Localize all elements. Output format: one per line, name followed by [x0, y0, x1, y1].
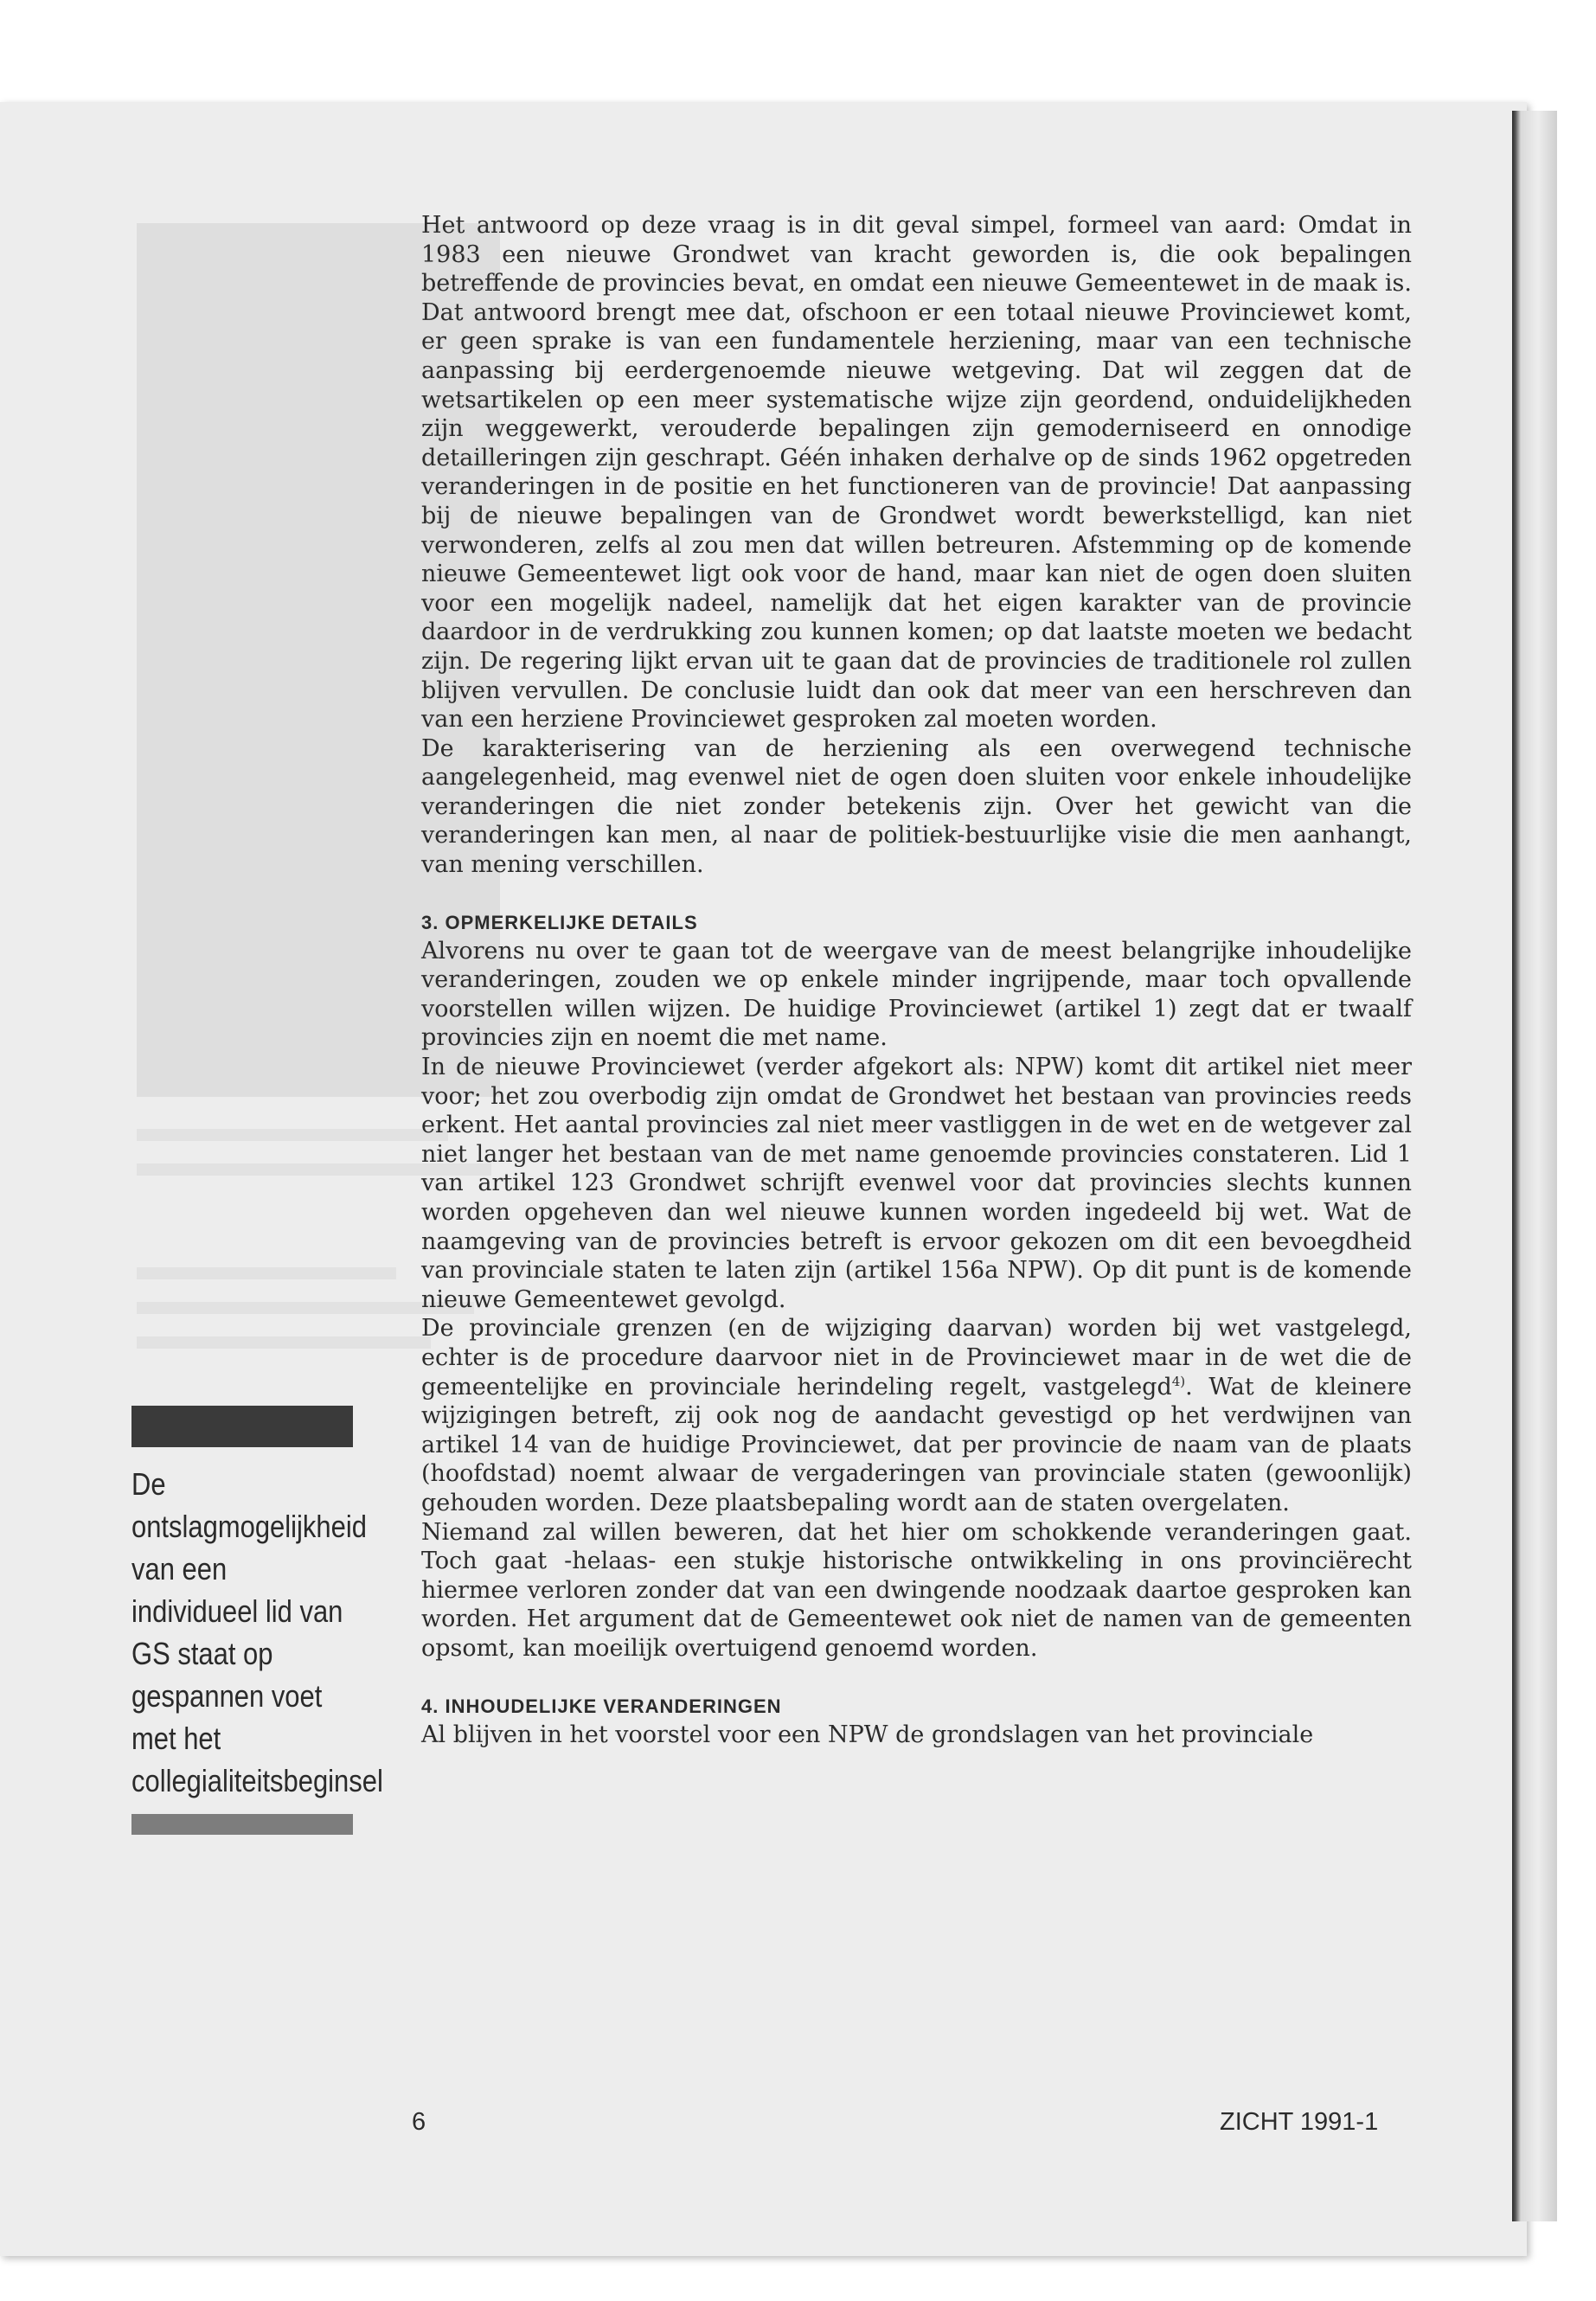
page-number: 6 [412, 2108, 426, 2136]
show-through-text [137, 1267, 396, 1279]
page-edge [1512, 111, 1557, 2221]
paragraph: Het antwoord op deze vraag is in dit geval simpel, formeel van aard: Omdat in 1983 een nieuwe Grondwet van kracht geworden is, die ook bepalingen betreffende de provincies bevat, en omdat een nieuwe Gemeentewet in de maak is. Dat antwoord brengt mee dat, ofschoon er een totaal nieuwe Provinciewet komt, er geen sprake is van een fundamentele herziening, maar van een technische aanpassing bij eerdergenoemde nieuwe wetgeving. Dat wil zeggen dat de wetsartikelen op een meer systematische wijze zijn geordend, onduidelijkheden zijn weggewerkt, verouderde bepalingen zijn gemoderniseerd en onnodige detailleringen zijn geschrapt. Géén inhaken derhalve op de sinds 1962 opgetreden veranderingen in de positie en het functioneren van de provincie! Dat aanpassing bij de nieuwe bepalingen van de Grondwet wordt bewerkstelligd, kan niet verwonderen, zelfs al zou men dat willen betreuren. Afstemming op de komende nieuwe Gemeentewet ligt ook voor de hand, maar kan niet de ogen doen sluiten voor een mogelijk nadeel, namelijk dat het eigen karakter van de provincie daardoor in de verdrukking zou kunnen komen; op dat laatste moeten we bedacht zijn. De regering lijkt ervan uit te gaan dat de provincies de traditionele rol zullen blijven vervullen. De conclusie luidt dan ook dat meer van een herschreven dan van een herziene Provinciewet gesproken zal moeten worden. [421, 212, 1412, 734]
pull-quote-text: De ontslagmogelijkheid van een individueel lid van GS staat op gespannen voet met het collegialiteitsbeginsel [131, 1466, 383, 1798]
section-heading: 3. OPMERKELIJKE DETAILS [421, 911, 698, 933]
show-through-text [137, 1336, 431, 1349]
pull-quote-bar-bottom [131, 1814, 353, 1835]
show-through-text [137, 1129, 448, 1141]
paragraph: De karakterisering van de herziening als een overwegend technische aangelegenheid, mag evenwel niet de ogen doen sluiten voor enkele inhoudelijke veranderingen die niet zonder betekenis zijn. Over het gewicht van die veranderingen kan men, al naar de politiek-bestuurlijke visie die men aanhangt, van mening verschillen. [421, 734, 1412, 879]
section-heading: 4. INHOUDELIJKE VERANDERINGEN [421, 1695, 782, 1717]
paragraph-text: De provinciale grenzen (en de wijziging daarvan) worden bij wet vastgelegd, echter is de procedure daarvoor niet in de Provinciewet maar in de wet die de gemeentelijke en provinciale herindeling regelt, vastgelegd [421, 1315, 1412, 1400]
pull-quote-bar-top [131, 1406, 353, 1447]
paragraph: Al blijven in het voorstel voor een NPW de grondslagen van het provinciale [421, 1721, 1314, 1748]
paragraph-text: . Wat de kleinere wijzigingen betreft, zij ook nog de aandacht gevestigd op het verdwijnen van artikel 14 van de huidige Provinciewet, dat per provincie de naam van de plaats (hoofdstad) noemt alwaar de vergaderingen van provinciale staten (gewoonlijk) gehouden worden. Deze plaatsbepaling wordt aan de staten overgelaten. [421, 1373, 1413, 1516]
paragraph: Alvorens nu over te gaan tot de weergave van de meest belangrijke inhoudelijke veranderingen, zouden we op enkele minder ingrijpende, maar toch opvallende voorstellen willen wijzen. De huidige Provinciewet (artikel 1) zegt dat er twaalf provincies zijn en noemt die met name. [421, 937, 1412, 1052]
footnote-ref: 4) [1171, 1373, 1186, 1389]
journal-issue: ZICHT 1991-1 [1220, 2108, 1379, 2136]
article-body [421, 211, 1412, 1749]
paragraph: Niemand zal willen beweren, dat het hier om schokkende veranderingen gaat. Toch gaat -helaas- een stukje historische ontwikkeling in ons provinciërecht hiermee verloren zonder dat van een dwingende noodzaak daartoe gesproken kan worden. Het argument dat de Gemeentewet ook niet de namen van de gemeenten opsomt, kan moeilijk overtuigend genoemd worden. [421, 1518, 1412, 1662]
paragraph: In de nieuwe Provinciewet (verder afgekort als: NPW) komt dit artikel niet meer voor; het zou overbodig zijn omdat de Grondwet het bestaan van provincies reeds erkent. Het aantal provincies zal niet meer vastliggen in de wet en de wetgever zal niet langer het bestaan van de met name genoemde provincies constateren. Lid 1 van artikel 123 Grondwet schrijft evenwel voor dat provincies slechts kunnen worden opgeheven dan wel nieuwe kunnen worden ingedeeld bij wet. Wat de naamgeving van de provincies betreft is ervoor gekozen om dit een bevoegdheid van provinciale staten te laten zijn (artikel 156a NPW). Op dit punt is de komende nieuwe Gemeentewet gevolgd. [421, 1054, 1412, 1313]
paragraph [421, 1314, 1412, 1517]
pull-quote [131, 1406, 383, 1835]
